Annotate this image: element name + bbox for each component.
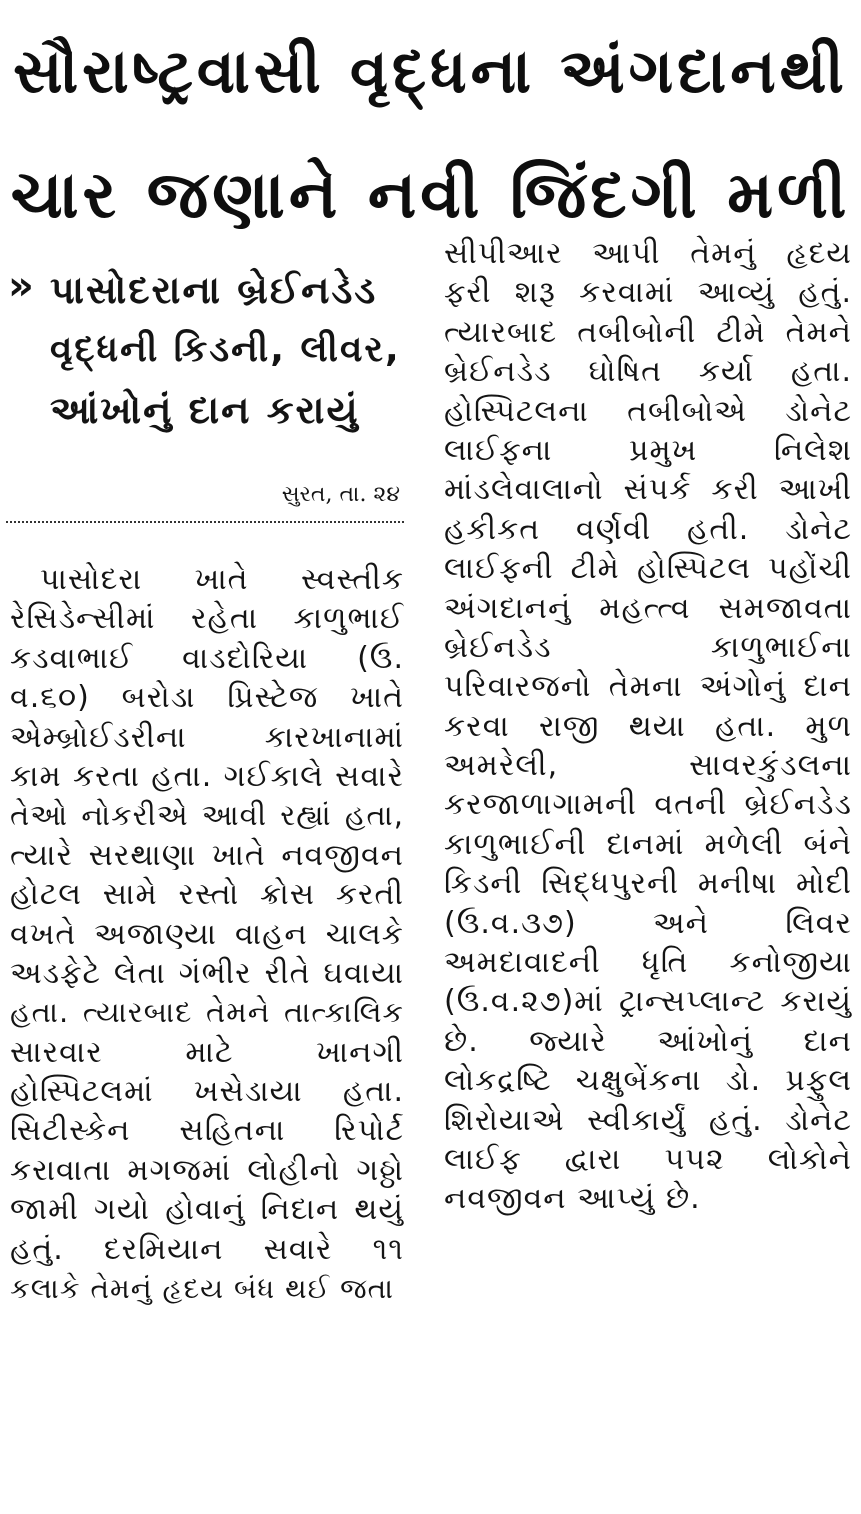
article-text-line: ફરી શરૂ કરવામાં આવ્યું હતું. [444,275,852,311]
article-text-line: રેસિડેન્સીમાં રહેતા કાળુભાઈ [10,601,404,637]
article-text-line: કલાકે તેમનું હૃદય બંધ થઈ જતા [10,1272,395,1306]
article-text-line: એમ્બ્રોઈડરીના કારખાનામાં [10,719,404,755]
article-text-line: છે. જ્યારે આંખોનું દાન [444,1023,852,1059]
subheadline-line-3: આંખોનું દાન કરાયું [50,388,360,432]
article-text-line: લાઈફની ટીમે હોસ્પિટલ પહોંચી [444,551,852,587]
subheadline-line-1: પાસોદરાના બ્રેઈનડેડ [50,268,378,312]
article-text-line: જામી ગયો હોવાનું નિદાન થયું [10,1192,404,1228]
article-text-line: ત્યારબાદ તબીબોની ટીમે તેમને [444,314,852,350]
article-text-line: (ઉં.વ.૩૭) અને લિવર [444,905,852,941]
article-text-line: લોકદ્રષ્ટિ ચક્ષુબેંકના ડો. પ્રફુલ [444,1063,852,1099]
article-text-line: લાઈફ દ્વારા ૫૫૨ લોકોને [444,1141,852,1177]
double-chevron-icon: » [8,263,34,309]
article-text-line: કરજાળાગામની વતની બ્રેઈનડેડ [444,787,852,823]
article-column-left [10,560,404,1308]
article-text-line: હકીકત વર્ણવી હતી. ડોનેટ [444,511,852,547]
article-text-line: વખતે અજાણ્યા વાહન ચાલકે [10,916,404,952]
article-text-line: ત્યારે સરથાણા ખાતે નવજીવન [10,837,404,873]
dateline: સુરત, તા. ૨૪ [281,482,400,507]
article-text-line: (ઉં.વ.૨૭)માં ટ્રાન્સપ્લાન્ટ કરાયું [444,984,852,1020]
article-text-line: કાળુભાઈની દાનમાં મળેલી બંને [444,826,852,862]
article-text-line: હોસ્પિટલના તબીબોએ ડોનેટ [444,393,852,429]
article-text-line: સિટીસ્કેન સહિતના રિપોર્ટ [10,1113,404,1149]
article-text-line: કરવા રાજી થયા હતા. મુળ [444,708,852,744]
article-text-line: કિડની સિદ્ધપુરની મનીષા મોદી [444,866,852,902]
article-text-line: માંડલેવાલાનો સંપર્ક કરી આખી [444,472,852,508]
article-text-line: કામ કરતા હતા. ગઈકાલે સવારે [10,758,404,794]
article-column-right [444,234,852,1219]
article-text-line: લાઈફના પ્રમુખ નિલેશ [444,432,852,468]
article-text-line: હતા. ત્યારબાદ તેમને તાત્કાલિક [10,995,404,1030]
article-text-line: હતું. દરમિયાન સવારે ૧૧ [10,1231,404,1267]
article-text-line: કરાવાતા મગજમાં લોહીનો ગઠ્ઠો [10,1152,404,1188]
article-text-line: તેઓ નોકરીએ આવી રહ્યાં હતા, [10,798,404,833]
headline-line-2: ચાર જણાને નવી જિંદગી મળી [10,158,851,233]
article-text-line: બ્રેઈનડેડ ઘોષિત કર્યા હતા. [444,354,852,390]
article-text-line: શિરોયાએ સ્વીકાર્યું હતું. ડોનેટ [444,1102,852,1138]
subheadline-line-2: વૃદ્ધની કિડની, લીવર, [50,329,401,370]
article-text-line: હોટલ સામે રસ્તો ક્રોસ કરતી [10,877,404,913]
article-text-line: બ્રેઈનડેડ કાળુભાઈના [444,629,852,665]
article-text-line: પરિવારજનો તેમના અંગોનું દાન [444,669,852,705]
article-text-line: સારવાર માટે ખાનગી [10,1034,404,1070]
article-text-line: કડવાભાઈ વાડદોરિયા (ઉં. [10,640,404,676]
article-text-line: પાસોદરા ખાતે સ્વસ્તીક [40,562,404,597]
article-text-line: સીપીઆર આપી તેમનું હૃદય [444,236,852,271]
article-text-line: અડફેટે લેતા ગંભીર રીતે ઘવાયા [10,955,404,991]
article-text-line: અમદાવાદની ધૃતિ કનોજીયા [444,945,852,981]
article-text-line: અમરેલી, સાવરકુંડલના [444,748,852,784]
article-text-line: વ.૬૦) બરોડા પ્રિસ્ટેજ ખાતે [10,680,404,716]
article-text-line: નવજીવન આપ્યું છે. [444,1181,701,1217]
article-text-line: હોસ્પિટલમાં ખસેડાયા હતા. [10,1074,404,1110]
article-text-line: અંગદાનનું મહત્ત્વ સમજાવતા [444,590,852,626]
headline-line-1: સૌરાષ્ટ્રવાસી વૃદ્ધના અંગદાનથી [13,36,848,107]
dotted-divider [6,521,404,523]
